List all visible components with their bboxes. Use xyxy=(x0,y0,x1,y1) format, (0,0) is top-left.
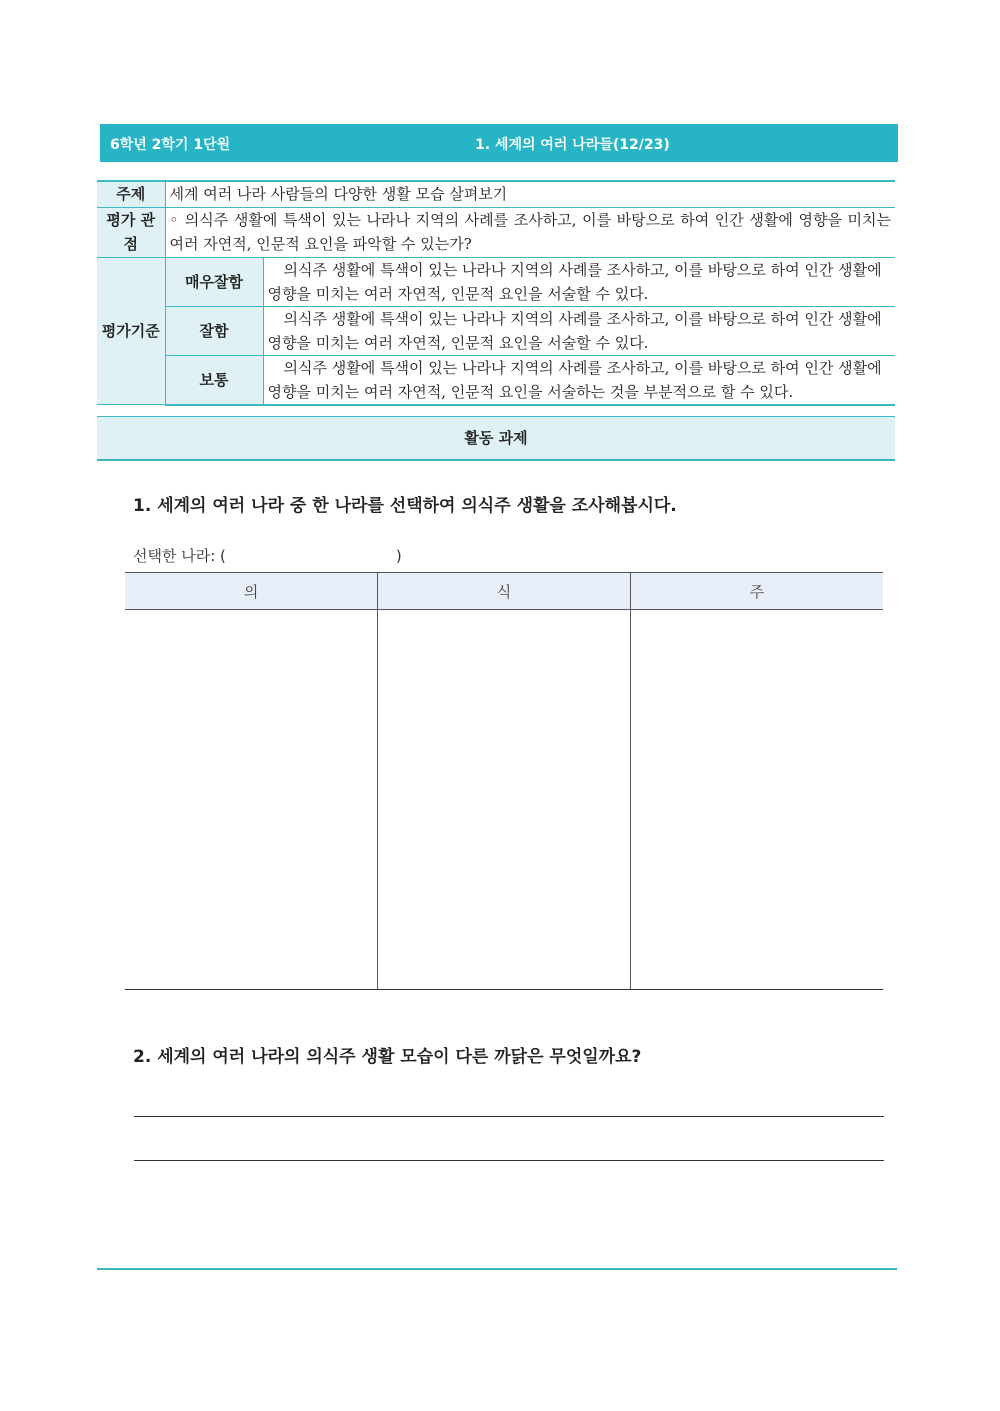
criteria-label: 평가기준 xyxy=(97,257,165,405)
topic-text: 세계 여러 나라 사람들의 다양한 생활 모습 살펴보기 xyxy=(165,181,895,207)
country-prefix: 선택한 나라: ( xyxy=(133,547,226,565)
unit-label: 6학년 2학기 1단원 xyxy=(110,137,231,153)
answer-line[interactable] xyxy=(134,1160,884,1161)
column-food: 식 xyxy=(378,573,631,610)
viewpoint-text: ◦ 의식주 생활에 특색이 있는 나라나 지역의 사례를 조사하고, 이를 바탕으로 하여 인간 생활에 영향을 미치는 여러 자연적, 인문적 요인을 파악할 수 있는가? xyxy=(165,207,895,257)
level-good-text: 의식주 생활에 특색이 있는 나라나 지역의 사례를 조사하고, 이를 바탕으로 하여 인간 생활에 영향을 미치는 여러 자연적, 인문적 요인을 서술할 수 있다. xyxy=(263,306,895,355)
header-bar xyxy=(100,124,898,162)
lesson-title: 1. 세계의 여러 나라들(12/23) xyxy=(475,137,670,153)
activity-title: 활동 과제 xyxy=(97,416,895,461)
level-average-label: 보통 xyxy=(165,355,263,405)
survey-table xyxy=(125,572,883,990)
level-excellent-text: 의식주 생활에 특색이 있는 나라나 지역의 사례를 조사하고, 이를 바탕으로 하여 인간 생활에 영향을 미치는 여러 자연적, 인문적 요인을 서술할 수 있다. xyxy=(263,257,895,306)
level-excellent-label: 매우잘함 xyxy=(165,257,263,306)
clothing-answer-cell[interactable] xyxy=(125,610,378,990)
food-answer-cell[interactable] xyxy=(378,610,631,990)
level-average-text: 의식주 생활에 특색이 있는 나라나 지역의 사례를 조사하고, 이를 바탕으로 하여 인간 생활에 영향을 미치는 여러 자연적, 인문적 요인을 서술하는 것을 부분적으로 할 수 있다. xyxy=(263,355,895,405)
column-housing: 주 xyxy=(630,573,883,610)
question-2: 2. 세계의 여러 나라의 의식주 생활 모습이 다른 까닭은 무엇일까요? xyxy=(133,1047,642,1067)
topic-label: 주제 xyxy=(97,181,165,207)
evaluation-table xyxy=(97,180,895,406)
country-field[interactable] xyxy=(133,545,402,566)
question-1: 1. 세계의 여러 나라 중 한 나라를 선택하여 의식주 생활을 조사해봅시다. xyxy=(133,496,677,516)
footer-divider xyxy=(97,1268,897,1270)
viewpoint-label: 평가 관점 xyxy=(97,207,165,257)
level-good-label: 잘함 xyxy=(165,306,263,355)
country-suffix: ) xyxy=(395,547,402,565)
answer-line[interactable] xyxy=(134,1116,884,1117)
housing-answer-cell[interactable] xyxy=(630,610,883,990)
column-clothing: 의 xyxy=(125,573,378,610)
